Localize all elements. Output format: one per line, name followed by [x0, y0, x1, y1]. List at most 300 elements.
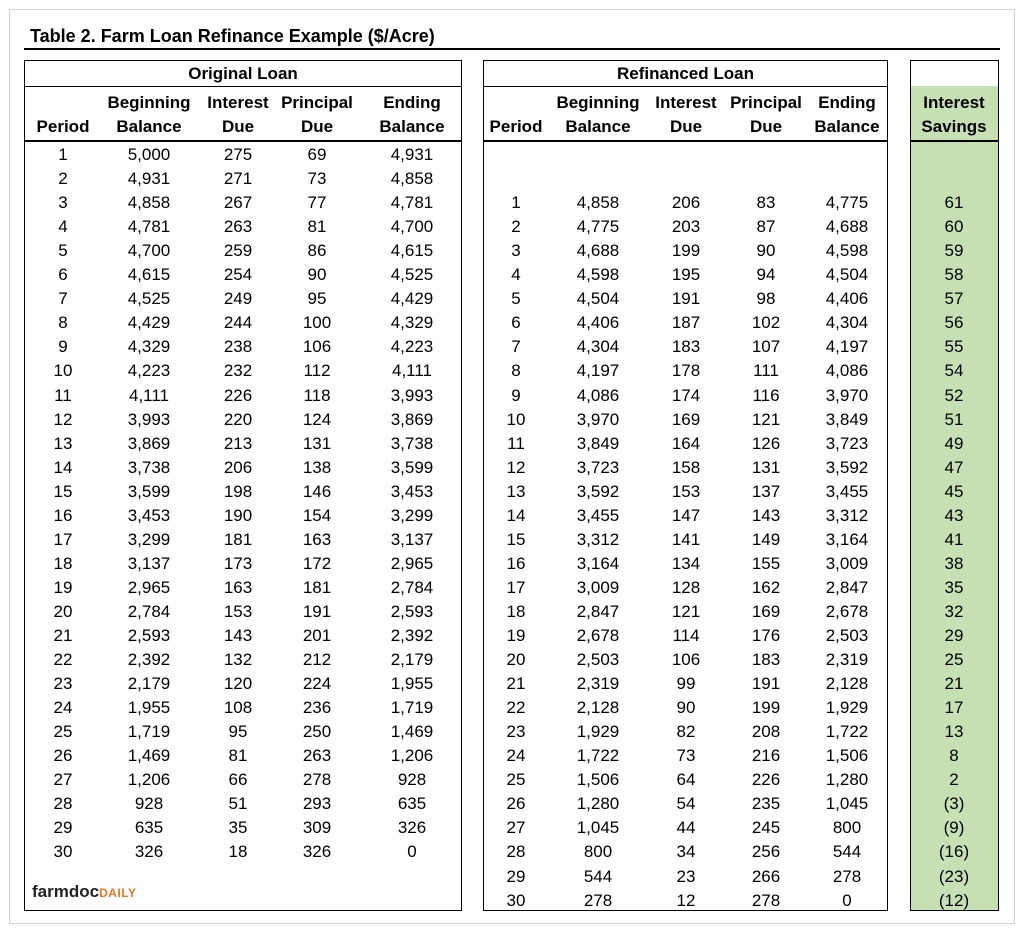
- refinanced-cell-principal-due: 266: [751, 866, 781, 886]
- original-cell-beginning-balance: 4,329: [127, 337, 171, 357]
- original-cell-beginning-balance: 1,469: [127, 746, 171, 766]
- original-cell-interest-due: 259: [223, 241, 253, 261]
- refinanced-cell-ending-balance: 4,304: [825, 313, 869, 333]
- refinanced-cell-principal-due: 208: [751, 722, 781, 742]
- refinanced-header-beginning-balance-line1: Beginning: [556, 93, 640, 112]
- original-cell-beginning-balance: 4,525: [127, 289, 171, 309]
- refinanced-cell-principal-due: 83: [756, 193, 776, 213]
- original-cell-beginning-balance: 3,299: [127, 529, 171, 549]
- original-cell-ending-balance: 1,955: [390, 674, 434, 694]
- original-cell-beginning-balance: 3,599: [127, 481, 171, 501]
- original-cell-ending-balance: 326: [397, 818, 427, 838]
- original-cell-interest-due: 66: [228, 770, 248, 790]
- savings-cell: (12): [938, 890, 970, 910]
- original-cell-period: 7: [58, 289, 68, 309]
- original-cell-ending-balance: 928: [397, 770, 427, 790]
- original-cell-period: 18: [53, 553, 73, 573]
- refinanced-cell-period: 25: [506, 770, 526, 790]
- original-cell-beginning-balance: 3,738: [127, 457, 171, 477]
- original-cell-ending-balance: 3,993: [390, 385, 434, 405]
- refinanced-cell-period: 7: [511, 337, 521, 357]
- refinanced-cell-principal-due: 199: [751, 698, 781, 718]
- original-header-principal-due-line2: Due: [300, 117, 334, 136]
- refinanced-cell-ending-balance: 4,775: [825, 193, 869, 213]
- refinanced-cell-beginning-balance: 3,164: [576, 553, 620, 573]
- refinanced-header-beginning-balance-line2: Balance: [565, 117, 631, 136]
- original-cell-interest-due: 267: [223, 193, 253, 213]
- refinanced-cell-principal-due: 155: [751, 553, 781, 573]
- savings-header-line1: Interest: [923, 93, 985, 112]
- original-cell-beginning-balance: 928: [134, 794, 164, 814]
- refinanced-cell-period: 14: [506, 505, 526, 525]
- original-cell-principal-due: 118: [303, 385, 331, 405]
- original-cell-period: 2: [58, 169, 68, 189]
- refinanced-cell-interest-due: 73: [676, 746, 696, 766]
- refinanced-header-principal-due-line2: Due: [749, 117, 783, 136]
- original-cell-ending-balance: 4,329: [390, 313, 434, 333]
- refinanced-cell-beginning-balance: 3,009: [576, 577, 620, 597]
- original-cell-period: 25: [53, 722, 73, 742]
- original-cell-principal-due: 293: [302, 794, 332, 814]
- refinanced-cell-period: 15: [506, 529, 526, 549]
- refinanced-header-interest-due-line2: Due: [669, 117, 703, 136]
- original-cell-principal-due: 236: [302, 698, 332, 718]
- savings-cell: 45: [944, 481, 964, 501]
- savings-cell: 17: [944, 698, 964, 718]
- original-cell-interest-due: 206: [223, 457, 253, 477]
- refinanced-cell-principal-due: 278: [751, 890, 781, 910]
- savings-cell: 61: [944, 193, 964, 213]
- refinanced-cell-ending-balance: 1,929: [825, 698, 869, 718]
- original-cell-period: 27: [53, 770, 73, 790]
- refinanced-cell-ending-balance: 2,128: [825, 674, 869, 694]
- savings-cell: 8: [949, 746, 959, 766]
- original-cell-principal-due: 278: [302, 770, 332, 790]
- original-cell-principal-due: 112: [303, 361, 331, 381]
- original-cell-ending-balance: 3,869: [390, 409, 434, 429]
- original-cell-principal-due: 163: [302, 529, 332, 549]
- savings-cell: 32: [944, 601, 964, 621]
- original-header-interest-due-line1: Interest: [207, 93, 269, 112]
- original-cell-period: 17: [53, 529, 73, 549]
- refinanced-cell-principal-due: 176: [751, 626, 781, 645]
- logo-accent: DAILY: [99, 886, 137, 900]
- original-cell-beginning-balance: 4,223: [127, 361, 171, 381]
- savings-cell: 43: [944, 505, 964, 525]
- savings-cell: 49: [944, 433, 964, 453]
- refinanced-cell-principal-due: 191: [751, 674, 781, 694]
- savings-header-rule: [911, 140, 998, 142]
- savings-cell: (9): [943, 818, 965, 838]
- original-cell-period: 9: [58, 337, 68, 357]
- original-cell-beginning-balance: 2,392: [127, 650, 171, 670]
- original-header-period-line2: Period: [36, 117, 90, 136]
- original-cell-ending-balance: 635: [397, 794, 427, 814]
- refinanced-cell-beginning-balance: 2,503: [576, 650, 620, 670]
- original-cell-principal-due: 106: [302, 337, 332, 357]
- original-cell-beginning-balance: 4,429: [127, 313, 171, 333]
- refinanced-cell-beginning-balance: 4,304: [576, 337, 620, 357]
- refinanced-cell-beginning-balance: 2,847: [576, 601, 620, 621]
- refinanced-cell-period: 20: [506, 650, 526, 670]
- refinanced-cell-beginning-balance: 1,506: [576, 770, 620, 790]
- refinanced-cell-ending-balance: 3,592: [825, 457, 869, 477]
- refinanced-cell-beginning-balance: 800: [583, 842, 613, 862]
- original-cell-period: 30: [53, 842, 73, 862]
- refinanced-cell-beginning-balance: 4,775: [576, 217, 620, 237]
- refinanced-cell-principal-due: 90: [756, 241, 776, 261]
- original-cell-interest-due: 181: [223, 529, 253, 549]
- original-cell-period: 26: [53, 746, 73, 766]
- savings-cell: 13: [944, 722, 964, 742]
- original-cell-principal-due: 138: [302, 457, 332, 477]
- original-cell-principal-due: 77: [307, 193, 327, 213]
- original-cell-period: 5: [58, 241, 68, 261]
- savings-cell: 56: [944, 313, 964, 333]
- original-cell-ending-balance: 2,392: [390, 626, 434, 645]
- original-cell-ending-balance: 3,453: [390, 481, 434, 501]
- refinanced-cell-interest-due: 153: [671, 481, 701, 501]
- refinanced-cell-period: 6: [511, 313, 521, 333]
- original-cell-period: 15: [53, 481, 73, 501]
- refinanced-cell-ending-balance: 544: [832, 842, 862, 862]
- savings-cell: 2: [949, 770, 959, 790]
- original-cell-interest-due: 249: [223, 289, 253, 309]
- original-cell-interest-due: 163: [223, 577, 253, 597]
- original-cell-principal-due: 90: [307, 265, 327, 285]
- original-cell-beginning-balance: 1,955: [127, 698, 171, 718]
- refinanced-cell-beginning-balance: 278: [583, 890, 613, 910]
- original-cell-principal-due: 172: [302, 553, 332, 573]
- refinanced-cell-interest-due: 44: [676, 818, 696, 838]
- refinanced-cell-period: 1: [511, 193, 521, 213]
- original-header-rule: [25, 140, 461, 142]
- original-cell-interest-due: 153: [223, 601, 253, 621]
- savings-blank-heading: [911, 61, 998, 87]
- refinanced-cell-ending-balance: 3,849: [825, 409, 869, 429]
- original-cell-ending-balance: 3,299: [390, 505, 434, 525]
- refinanced-cell-beginning-balance: 1,929: [576, 722, 620, 742]
- original-cell-period: 10: [53, 361, 73, 381]
- refinanced-cell-interest-due: 187: [671, 313, 701, 333]
- refinanced-cell-interest-due: 203: [671, 217, 701, 237]
- original-header-principal-due-line1: Principal: [281, 93, 353, 112]
- savings-cell: 41: [944, 529, 964, 549]
- refinanced-cell-interest-due: 90: [676, 698, 696, 718]
- refinanced-cell-ending-balance: 3,455: [825, 481, 869, 501]
- refinanced-cell-interest-due: 164: [671, 433, 701, 453]
- refinanced-cell-interest-due: 134: [671, 553, 701, 573]
- savings-cell: 54: [944, 361, 964, 381]
- original-cell-period: 3: [58, 193, 68, 213]
- savings-cell: (23): [938, 866, 970, 886]
- original-cell-period: 16: [53, 505, 73, 525]
- refinanced-cell-principal-due: 87: [756, 217, 776, 237]
- original-cell-period: 29: [53, 818, 73, 838]
- original-cell-beginning-balance: 326: [134, 842, 164, 862]
- refinanced-cell-interest-due: 23: [676, 866, 696, 886]
- original-cell-beginning-balance: 1,206: [127, 770, 171, 790]
- refinanced-cell-ending-balance: 1,045: [825, 794, 869, 814]
- refinanced-cell-ending-balance: 4,197: [825, 337, 869, 357]
- original-cell-interest-due: 226: [223, 385, 253, 405]
- original-cell-ending-balance: 0: [407, 842, 417, 862]
- original-cell-interest-due: 238: [223, 337, 253, 357]
- refinanced-cell-beginning-balance: 4,858: [576, 193, 620, 213]
- original-cell-principal-due: 73: [307, 169, 327, 189]
- original-cell-beginning-balance: 3,137: [127, 553, 171, 573]
- refinanced-cell-principal-due: 98: [756, 289, 776, 309]
- refinanced-cell-principal-due: 137: [751, 481, 781, 501]
- refinanced-cell-principal-due: 131: [751, 457, 781, 477]
- original-cell-ending-balance: 4,615: [390, 241, 434, 261]
- original-cell-ending-balance: 2,784: [390, 577, 434, 597]
- original-cell-ending-balance: 1,206: [390, 746, 434, 766]
- refinanced-cell-period: 2: [511, 217, 521, 237]
- savings-cell: 25: [944, 650, 964, 670]
- original-cell-principal-due: 131: [302, 433, 332, 453]
- original-cell-ending-balance: 1,469: [390, 722, 434, 742]
- refinanced-cell-interest-due: 106: [671, 650, 701, 670]
- savings-header-line2: Savings: [921, 117, 987, 136]
- refinanced-cell-ending-balance: 3,970: [825, 385, 869, 405]
- original-cell-beginning-balance: 3,453: [127, 505, 171, 525]
- refinanced-cell-principal-due: 94: [756, 265, 776, 285]
- refinanced-cell-ending-balance: 2,678: [825, 601, 869, 621]
- original-cell-ending-balance: 2,965: [390, 553, 434, 573]
- refinanced-cell-period: 18: [506, 601, 526, 621]
- original-cell-ending-balance: 4,111: [391, 361, 433, 381]
- refinanced-cell-ending-balance: 4,406: [825, 289, 869, 309]
- original-cell-interest-due: 35: [228, 818, 248, 838]
- original-cell-interest-due: 51: [228, 794, 248, 814]
- original-cell-ending-balance: 4,931: [390, 145, 434, 164]
- savings-cell: 52: [944, 385, 964, 405]
- savings-cell: 59: [944, 241, 964, 261]
- refinanced-cell-beginning-balance: 4,197: [576, 361, 620, 381]
- refinanced-cell-ending-balance: 4,086: [825, 361, 869, 381]
- refinanced-cell-beginning-balance: 4,086: [576, 385, 620, 405]
- original-cell-ending-balance: 4,700: [390, 217, 434, 237]
- refinanced-cell-principal-due: 121: [751, 409, 781, 429]
- original-cell-beginning-balance: 4,615: [127, 265, 171, 285]
- refinanced-cell-beginning-balance: 2,319: [576, 674, 620, 694]
- savings-cell: 58: [944, 265, 964, 285]
- refinanced-cell-principal-due: 143: [751, 505, 781, 525]
- refinanced-cell-period: 21: [506, 674, 526, 694]
- original-cell-period: 24: [53, 698, 73, 718]
- savings-cell: 55: [944, 337, 964, 357]
- original-loan-panel: [24, 60, 462, 911]
- refinanced-cell-period: 12: [506, 457, 526, 477]
- savings-cell: 35: [944, 577, 964, 597]
- refinanced-cell-ending-balance: 3,164: [825, 529, 869, 549]
- refinanced-cell-beginning-balance: 544: [583, 866, 613, 886]
- refinanced-cell-interest-due: 54: [676, 794, 696, 814]
- original-header-beginning-balance-line2: Balance: [116, 117, 182, 136]
- original-cell-ending-balance: 3,137: [390, 529, 434, 549]
- original-cell-period: 20: [53, 601, 73, 621]
- original-cell-principal-due: 86: [307, 241, 327, 261]
- original-cell-principal-due: 191: [302, 601, 332, 621]
- refinanced-cell-interest-due: 34: [676, 842, 696, 862]
- original-cell-ending-balance: 2,593: [390, 601, 434, 621]
- refinanced-cell-ending-balance: 1,722: [825, 722, 869, 742]
- original-cell-period: 1: [58, 145, 68, 164]
- original-cell-interest-due: 132: [223, 650, 253, 670]
- original-cell-principal-due: 224: [302, 674, 332, 694]
- refinanced-cell-period: 10: [506, 409, 526, 429]
- savings-cell: 47: [944, 457, 964, 477]
- refinanced-cell-interest-due: 82: [676, 722, 696, 742]
- refinanced-cell-ending-balance: 2,847: [825, 577, 869, 597]
- refinanced-cell-interest-due: 195: [671, 265, 701, 285]
- original-cell-period: 28: [53, 794, 73, 814]
- refinanced-cell-principal-due: 256: [751, 842, 781, 862]
- refinanced-cell-period: 4: [511, 265, 521, 285]
- original-cell-interest-due: 108: [223, 698, 253, 718]
- refinanced-cell-beginning-balance: 2,678: [576, 626, 620, 645]
- original-cell-principal-due: 100: [302, 313, 332, 333]
- original-cell-period: 8: [58, 313, 68, 333]
- refinanced-cell-principal-due: 149: [751, 529, 781, 549]
- refinanced-cell-interest-due: 64: [676, 770, 696, 790]
- original-cell-beginning-balance: 4,858: [127, 193, 171, 213]
- savings-cell: (16): [938, 842, 970, 862]
- table-title: Table 2. Farm Loan Refinance Example ($/Acre): [30, 26, 435, 46]
- original-loan-heading: Original Loan: [25, 61, 461, 87]
- refinanced-cell-interest-due: 191: [671, 289, 701, 309]
- refinanced-cell-interest-due: 99: [676, 674, 696, 694]
- original-cell-interest-due: 81: [228, 746, 248, 766]
- refinanced-cell-principal-due: 107: [751, 337, 781, 357]
- refinanced-cell-beginning-balance: 2,128: [576, 698, 620, 718]
- original-cell-period: 13: [53, 433, 73, 453]
- refinanced-cell-period: 29: [506, 866, 526, 886]
- original-cell-ending-balance: 4,781: [390, 193, 434, 213]
- refinanced-cell-principal-due: 162: [751, 577, 781, 597]
- refinanced-cell-period: 23: [506, 722, 526, 742]
- refinanced-cell-period: 16: [506, 553, 526, 573]
- original-cell-beginning-balance: 1,719: [127, 722, 171, 742]
- refinanced-header-ending-balance-line1: Ending: [818, 93, 876, 112]
- original-cell-period: 12: [53, 409, 73, 429]
- refinanced-cell-ending-balance: 3,723: [825, 433, 869, 453]
- original-cell-principal-due: 212: [302, 650, 332, 670]
- refinanced-cell-principal-due: 235: [751, 794, 781, 814]
- savings-cell: (3): [943, 794, 965, 814]
- refinanced-cell-period: 28: [506, 842, 526, 862]
- original-cell-ending-balance: 4,429: [390, 289, 434, 309]
- original-cell-principal-due: 250: [302, 722, 332, 742]
- savings-cell: 57: [944, 289, 964, 309]
- farmdoc-daily-logo: [32, 882, 136, 902]
- refinanced-cell-ending-balance: 3,312: [825, 505, 869, 525]
- refinanced-cell-interest-due: 147: [671, 505, 701, 525]
- refinanced-header-interest-due-line1: Interest: [655, 93, 717, 112]
- refinanced-cell-period: 9: [511, 385, 521, 405]
- refinanced-cell-beginning-balance: 3,970: [576, 409, 620, 429]
- savings-cell: 21: [944, 674, 964, 694]
- refinanced-cell-beginning-balance: 1,280: [576, 794, 620, 814]
- refinanced-header-ending-balance-line2: Balance: [814, 117, 880, 136]
- original-cell-ending-balance: 1,719: [390, 698, 434, 718]
- refinanced-cell-ending-balance: 4,688: [825, 217, 869, 237]
- refinanced-cell-period: 26: [506, 794, 526, 814]
- original-cell-principal-due: 124: [302, 409, 332, 429]
- original-cell-principal-due: 154: [302, 505, 332, 525]
- original-cell-interest-due: 173: [223, 553, 253, 573]
- original-cell-interest-due: 198: [223, 481, 253, 501]
- refinanced-cell-period: 19: [506, 626, 526, 645]
- original-cell-beginning-balance: 3,993: [127, 409, 171, 429]
- original-cell-period: 6: [58, 265, 68, 285]
- original-cell-beginning-balance: 4,700: [127, 241, 171, 261]
- original-cell-period: 21: [53, 626, 73, 645]
- title-rule: [24, 48, 1000, 50]
- refinanced-cell-interest-due: 12: [676, 890, 696, 910]
- refinanced-cell-beginning-balance: 3,312: [576, 529, 620, 549]
- refinanced-cell-ending-balance: 4,598: [825, 241, 869, 261]
- refinanced-cell-beginning-balance: 3,849: [576, 433, 620, 453]
- original-cell-period: 14: [53, 457, 73, 477]
- refinanced-cell-period: 3: [511, 241, 521, 261]
- refinanced-cell-ending-balance: 2,503: [825, 626, 869, 645]
- refinanced-cell-interest-due: 174: [671, 385, 701, 405]
- refinanced-header-period-line2: Period: [489, 117, 543, 136]
- refinanced-loan-panel: [483, 60, 888, 911]
- original-cell-interest-due: 190: [223, 505, 253, 525]
- refinanced-cell-period: 8: [511, 361, 521, 381]
- refinanced-cell-ending-balance: 1,280: [825, 770, 869, 790]
- original-cell-interest-due: 143: [223, 626, 253, 645]
- original-cell-principal-due: 326: [302, 842, 332, 862]
- refinanced-cell-interest-due: 141: [671, 529, 701, 549]
- original-header-ending-balance-line1: Ending: [383, 93, 441, 112]
- original-cell-interest-due: 254: [223, 265, 253, 285]
- savings-cell: 38: [944, 553, 964, 573]
- refinanced-cell-beginning-balance: 4,406: [576, 313, 620, 333]
- refinanced-cell-principal-due: 183: [751, 650, 781, 670]
- original-cell-beginning-balance: 4,111: [128, 385, 170, 405]
- refinanced-cell-ending-balance: 800: [832, 818, 862, 838]
- interest-savings-panel: [910, 60, 999, 911]
- refinanced-cell-interest-due: 169: [671, 409, 701, 429]
- original-cell-beginning-balance: 2,965: [127, 577, 171, 597]
- refinanced-header-rule: [484, 140, 887, 142]
- refinanced-cell-beginning-balance: 3,455: [576, 505, 620, 525]
- refinanced-cell-period: 17: [506, 577, 526, 597]
- refinanced-cell-principal-due: 111: [753, 361, 779, 381]
- refinanced-cell-principal-due: 216: [751, 746, 781, 766]
- refinanced-cell-principal-due: 169: [751, 601, 781, 621]
- refinanced-cell-principal-due: 116: [752, 385, 780, 405]
- original-cell-interest-due: 95: [228, 722, 248, 742]
- refinanced-cell-interest-due: 128: [671, 577, 701, 597]
- original-cell-interest-due: 232: [223, 361, 253, 381]
- original-cell-beginning-balance: 2,593: [127, 626, 171, 645]
- refinanced-cell-interest-due: 158: [671, 457, 701, 477]
- refinanced-cell-ending-balance: 1,506: [825, 746, 869, 766]
- refinanced-cell-principal-due: 226: [751, 770, 781, 790]
- refinanced-cell-interest-due: 121: [671, 601, 701, 621]
- refinanced-cell-period: 13: [506, 481, 526, 501]
- original-cell-ending-balance: 4,223: [390, 337, 434, 357]
- original-cell-period: 4: [58, 217, 68, 237]
- original-cell-period: 11: [54, 385, 72, 405]
- original-cell-ending-balance: 3,738: [390, 433, 434, 453]
- original-cell-interest-due: 271: [223, 169, 253, 189]
